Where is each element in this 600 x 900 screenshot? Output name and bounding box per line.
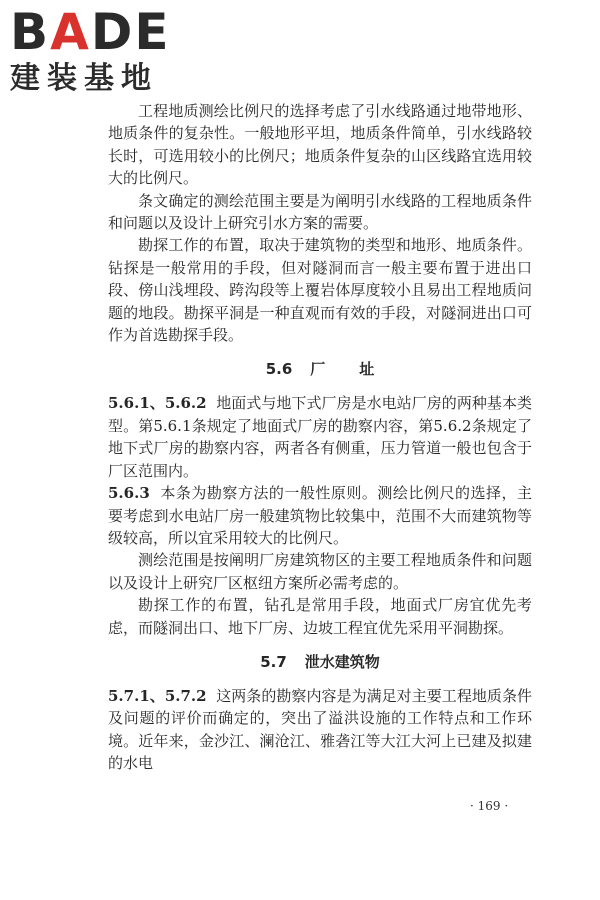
- paragraph-plant-survey-range: 测绘范围是按阐明厂房建筑物区的主要工程地质条件和问题以及设计上研究厂区枢纽方案所必需考虑的。: [108, 551, 532, 592]
- paragraph-exploration-layout: 勘探工作的布置，取决于建筑物的类型和地形、地质条件。钻探是一般常用的手段，但对隧洞而言一般主要布置于进出口段、傍山浅埋段、跨沟段等上覆岩体厚度较小且易出工程地质问题的地段。勘探平洞是一种直观而有效的手段，对隧洞进出口可作为首选勘探手段。: [108, 236, 532, 345]
- clause-text: 本条为勘察方法的一般性原则。测绘比例尺的选择，主要考虑到水电站厂房一般建筑物比较集中，范围不大而建筑物等级较高，所以宜采用较大的比例尺。: [108, 484, 532, 547]
- logo-wordmark: BADE: [10, 3, 171, 61]
- paragraph-plant-exploration: 勘探工作的布置，钻孔是常用手段，地面式厂房宜优先考虑，而隧洞出口、地下厂房、边坡工程宜优先采用平洞勘探。: [108, 596, 532, 637]
- clause-number: 5.7.1、5.7.2: [108, 686, 207, 705]
- paragraph-survey-range: 条文确定的测绘范围主要是为阐明引水线路的工程地质条件和问题以及设计上研究引水方案的需要。: [108, 191, 532, 233]
- logo-chinese-text: 建装基地: [10, 61, 158, 96]
- paragraph-survey-scale: 工程地质测绘比例尺的选择考虑了引水线路通过地带地形、地质条件的复杂性。一般地形平坦，地质条件简单，引水线路较长时，可选用较小的比例尺；地质条件复杂的山区线路宜选用较大的比例尺。: [108, 102, 532, 188]
- clause-number: 5.6.3: [108, 484, 150, 503]
- page-content: [108, 100, 532, 775]
- section-heading-5-7: 5.7 泄水建筑物: [260, 652, 380, 671]
- clause-number: 5.6.1、5.6.2: [108, 394, 207, 413]
- clause-text: 这两条的勘察内容是为满足对主要工程地质条件及问题的评价而确定的，突出了溢洪设施的工作特点和工作环境。近年来，金沙江、澜沧江、雅砻江等大江大河上已建及拟建的水电: [108, 686, 532, 773]
- bade-logo: [8, 4, 178, 104]
- page-number: · 169 ·: [470, 799, 509, 813]
- section-heading-5-6: 5.6 厂 址: [265, 360, 375, 379]
- clause-5-6-1-5-6-2: [108, 392, 532, 482]
- clause-5-7-1-5-7-2: [108, 685, 532, 775]
- clause-5-6-3: [108, 482, 532, 549]
- clause-text: 地面式与地下式厂房是水电站厂房的两种基本类型。第5.6.1条规定了地面式厂房的勘察内容，第5.6.2条规定了地下式厂房的勘察内容，两者各有侧重，压力管道一般也包含于厂区范围内。: [108, 394, 532, 480]
